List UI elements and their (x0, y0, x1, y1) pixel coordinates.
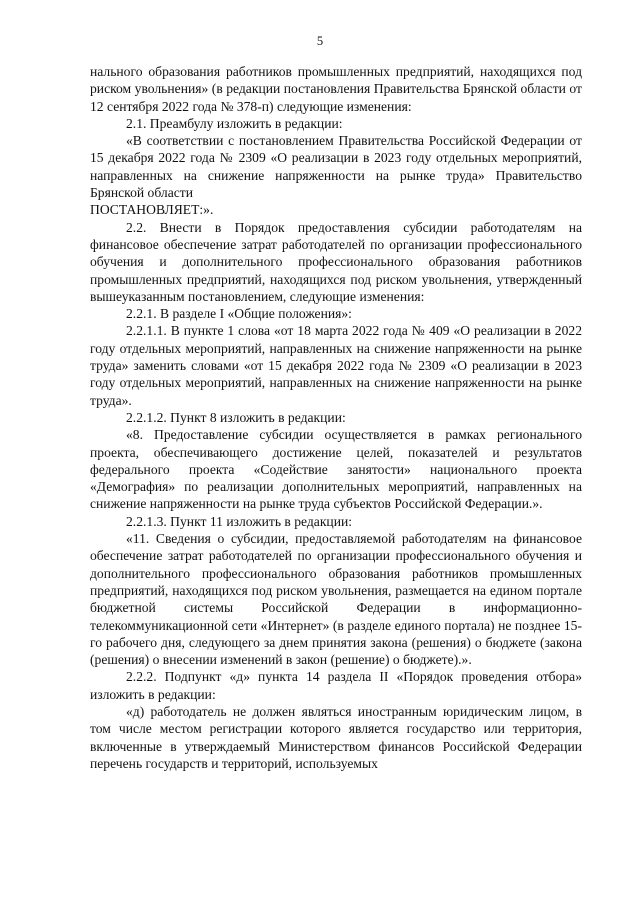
paragraph-2-2-2: 2.2.2. Подпункт «д» пункта 14 раздела II «Порядок проведения отбора» изложить в редакции: (90, 669, 582, 702)
paragraph-2-2: 2.2. Внести в Порядок предоставления субсидии работодателям на финансовое обеспечение затрат работодателей по организации профессионального обучения и дополнительного профессионального образования работников промышленных предприятий, находящихся под риском увольнения, утвержденный вышеуказанным постановлением, следующие изменения: (90, 219, 582, 304)
paragraph-continuation: нального образования работников промышленных предприятий, находящихся под риском увольнения» (в редакции постановления Правительства Брянской области от 12 сентября 2022 года № 378-п) следующие изменения: (90, 64, 582, 114)
paragraph-subpoint-d-quote: «д) работодатель не должен являться иностранным юридическим лицом, в том числе местом регистрации которого является государство или территория, включенные в утверждаемый Министерством финансов Российской Федерации перечень государств и территорий, используемых (90, 703, 582, 771)
paragraph-preamble-quote: «В соответствии с постановлением Правительства Российской Федерации от 15 декабря 2022 года № 2309 «О реализации в 2023 году отдельных мероприятий, направленных на снижение напряженности на рынке труда» Правительство Брянской области (90, 133, 582, 201)
page-number: 5 (316, 34, 324, 48)
paragraph-point-8-quote: «8. Предоставление субсидии осуществляется в рамках регионального проекта, обеспечивающего достижение целей, показателей и результатов федерального проекта «Содействие занятости» национального проекта «Демография» по реализации дополнительных мероприятий, направленных на снижение напряженности на рынке труда субъектов Российской Федерации.». (90, 427, 582, 512)
paragraph-2-2-1: 2.2.1. В разделе I «Общие положения»: (126, 306, 352, 322)
paragraph-postanovlyaet: ПОСТАНОВЛЯЕТ:». (90, 202, 214, 218)
document-body (90, 63, 582, 772)
paragraph-point-11-quote: «11. Сведения о субсидии, предоставляемой работодателям на финансовое обеспечение затрат работодателей по организации профессионального обучения и дополнительного профессионального образования работников промышленных предприятий, находящихся под риском увольнения, размещается на едином портале бюджетной системы Российской Федерации в информационно-телекоммуникационной сети «Интернет» (в разделе единого портала) не позднее 15-го рабочего дня, следующего за днем принятия закона (решения) о бюджете (закона (решения) о внесении изменений в закон (решение) о бюджете).». (90, 531, 582, 668)
paragraph-2-2-1-3: 2.2.1.3. Пункт 11 изложить в редакции: (126, 513, 353, 529)
paragraph-2-2-1-2: 2.2.1.2. Пункт 8 изложить в редакции: (126, 409, 346, 425)
paragraph-2-2-1-1: 2.2.1.1. В пункте 1 слова «от 18 марта 2022 года № 409 «О реализации в 2022 году отдельных мероприятий, направленных на снижение напряженности на рынке труда» заменить словами «от 15 декабря 2022 года № 2309 «О реализации в 2023 году отдельных мероприятий, направленных на снижение напряженности на рынке труда». (90, 323, 582, 408)
paragraph-2-1: 2.1. Преамбулу изложить в редакции: (126, 115, 343, 131)
